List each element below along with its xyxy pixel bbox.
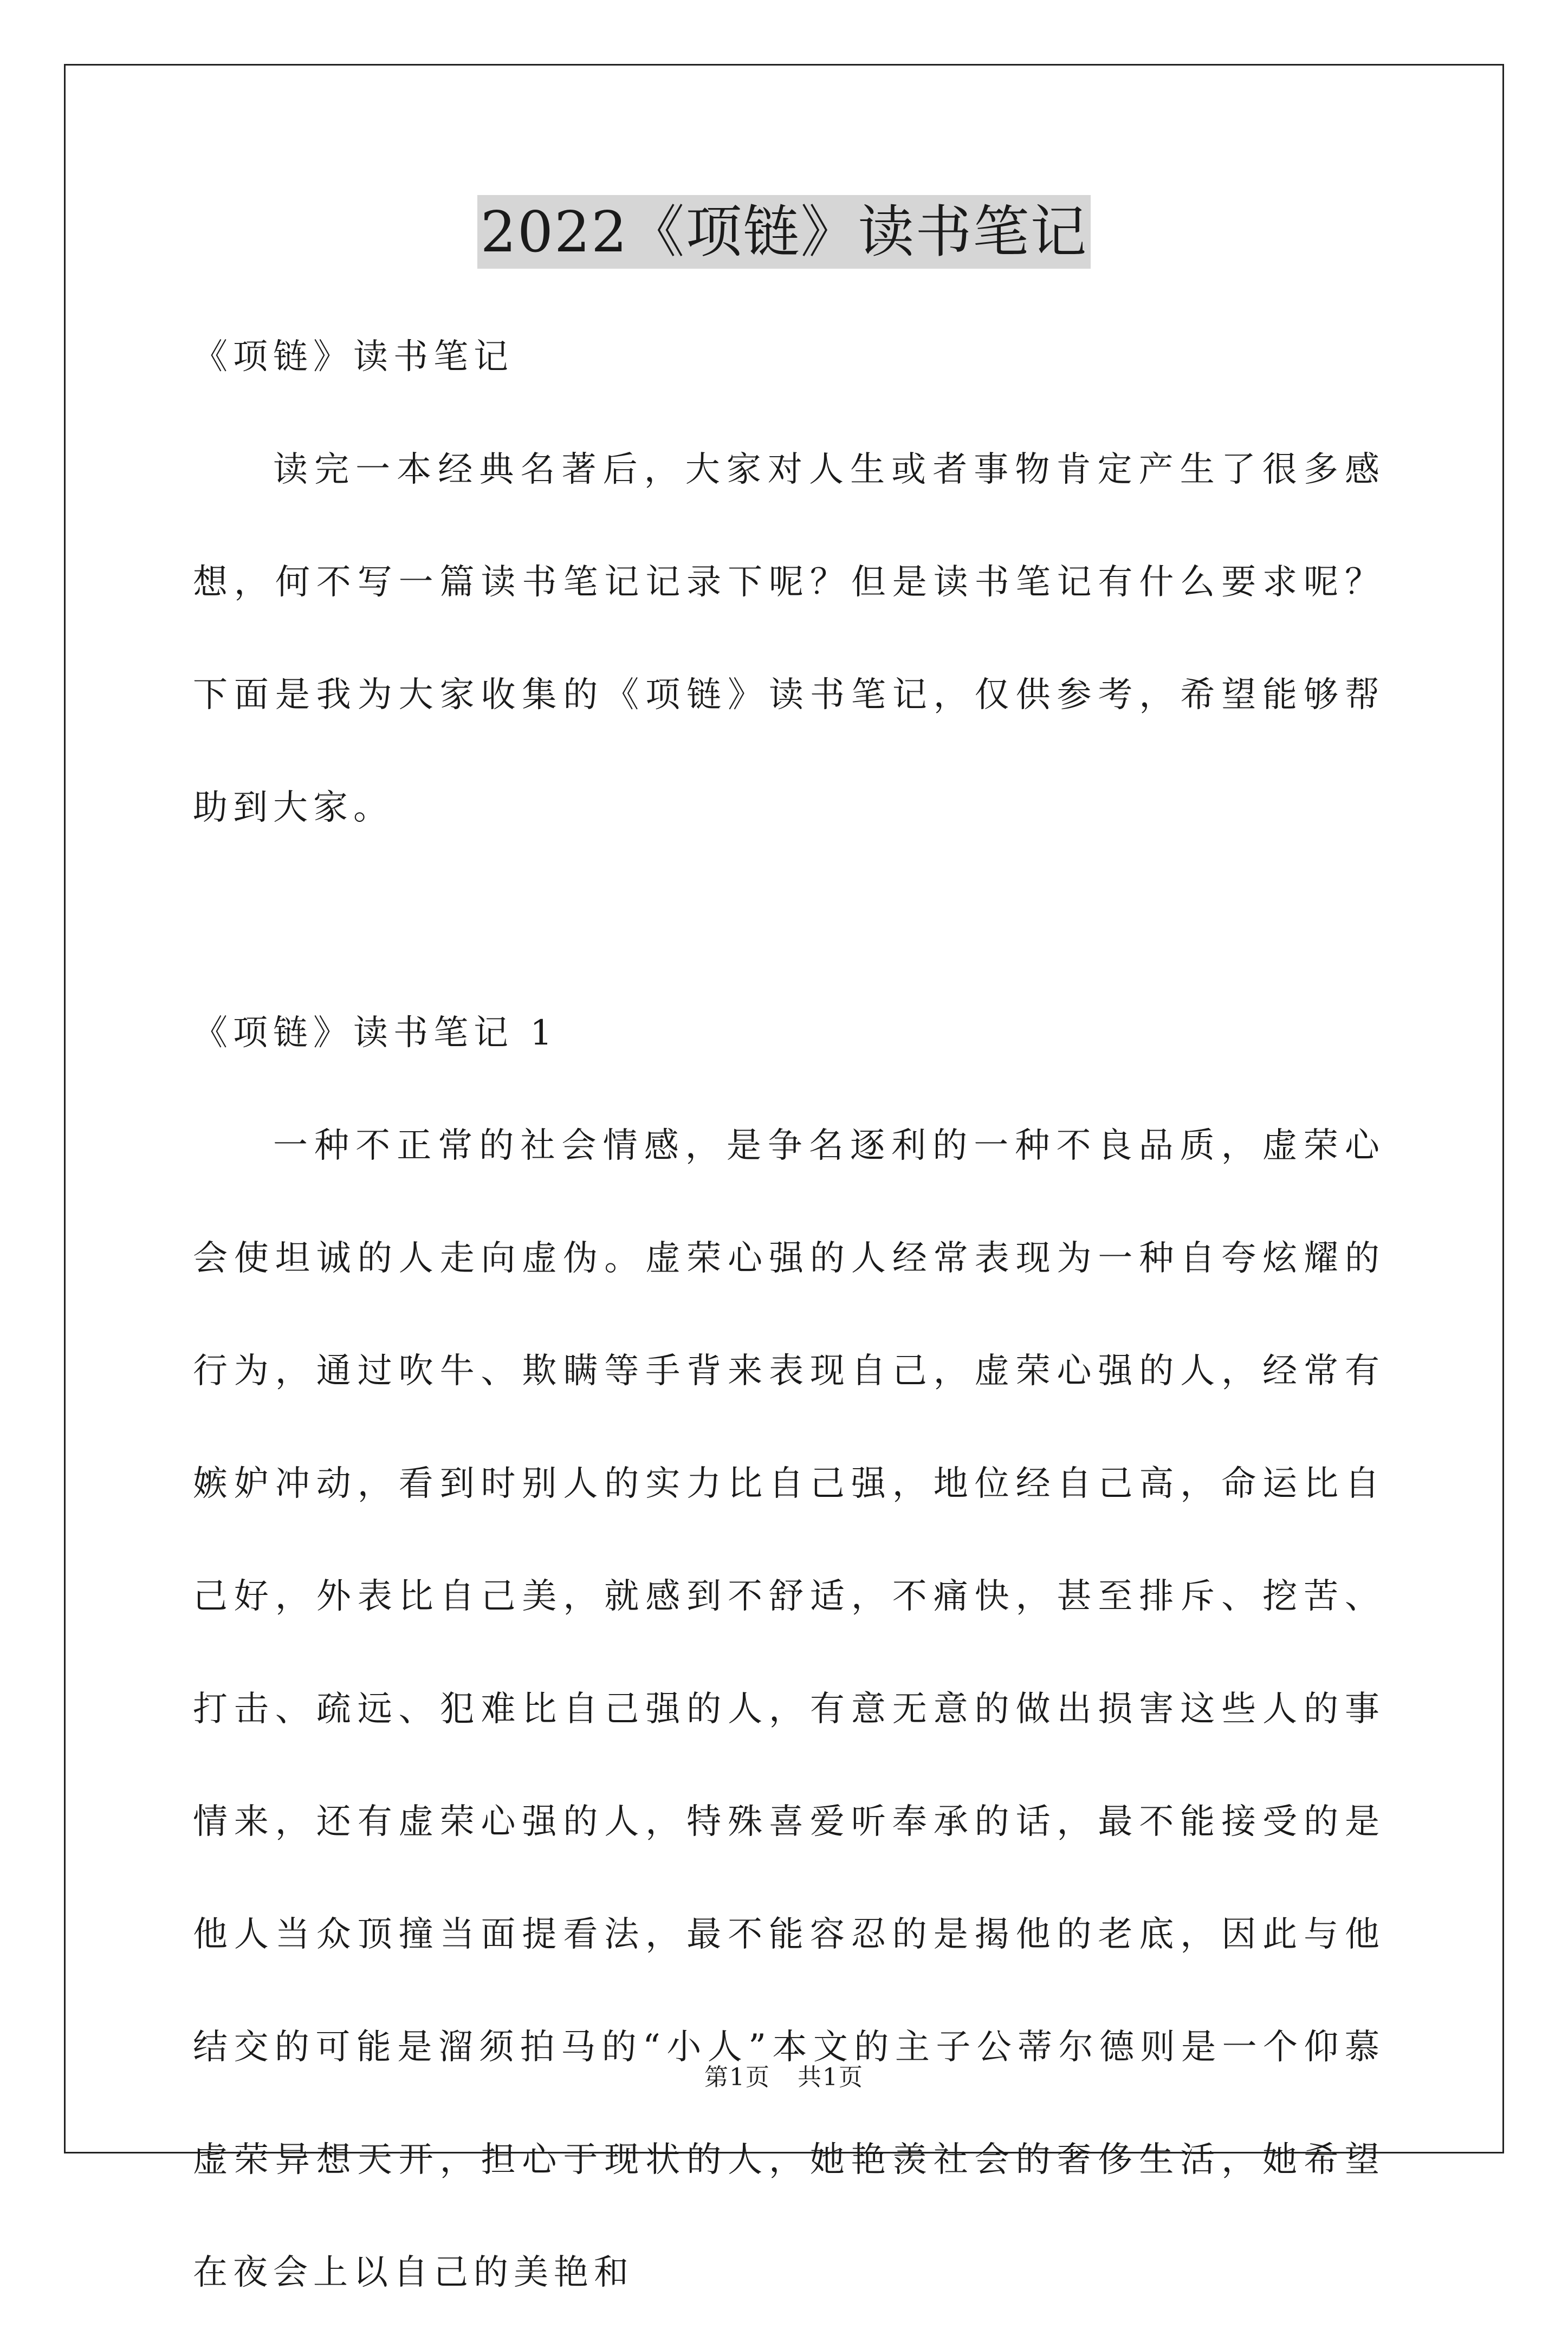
page-number: 第1页: [704, 2064, 770, 2091]
section-paragraph: 一种不正常的社会情感，是争名逐利的一种不良品质，虚荣心会使坦诚的人走向虚伪。虚荣心强的人经常表现为一种自夸炫耀的行为，通过吹牛、欺瞒等手背来表现自己，虚荣心强的人，经常有嫉妒冲动，看到时别人的实力比自己强，地位经自己高，命运比自己好，外表比自己美，就感到不舒适，不痛快，甚至排斥、挖苦、打击、疏远、犯难比自己强的人，有意无意的做出损害这些人的事情来，还有虚荣心强的人，特殊喜爱听奉承的话，最不能接受的是他人当众顶撞当面提看法，最不能容忍的是揭他的老底，因此与他结交的可能是溜须拍马的“小人”本文的主子公蒂尔德则是一个仰慕虚荣异想天开，担心于现状的人，她艳羡社会的奢侈生活，她希望在夜会上以自己的美艳和: [193, 1126, 1385, 2293]
intro-paragraph: 读完一本经典名著后，大家对人生或者事物肯定产生了很多感想，何不写一篇读书笔记记录下呢？但是读书笔记有什么要求呢？下面是我为大家收集的《项链》读书笔记，仅供参考，希望能够帮助到大家。: [193, 450, 1385, 828]
page-total: 共1页: [798, 2064, 864, 2091]
section-spacer: [193, 864, 1385, 977]
document-body: [193, 301, 1385, 2329]
document-heading: 《项链》读书笔记: [193, 337, 514, 377]
page-footer: [0, 2061, 1568, 2094]
document-title: 2022《项链》读书笔记: [477, 195, 1091, 269]
title-container: [0, 195, 1568, 269]
section-heading: 《项链》读书笔记 1: [193, 1013, 558, 1053]
